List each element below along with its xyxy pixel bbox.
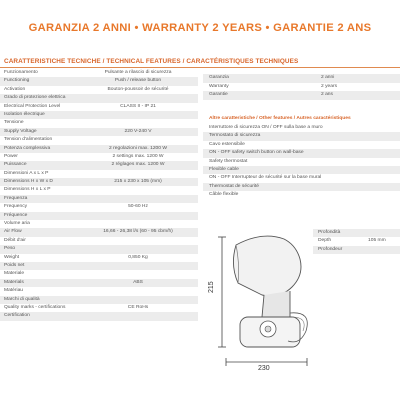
row-value: 0,850 Kg [128,254,148,260]
row-label: Quality marks - certifications [4,304,66,310]
row-value: ABS [133,279,143,285]
row-label: Tension d'alimentation [4,137,53,143]
table-row [0,195,198,203]
row-value: CE RoHs [127,304,149,310]
row-label: Frequenza [4,195,28,201]
table-row [0,287,198,295]
row-value: 2 settings max. 1200 W [112,153,164,159]
table-row [313,237,400,245]
table-row [0,77,198,85]
tech-features-table [0,69,198,321]
row-label: Dimensions H x W x D [4,179,53,185]
list-item: Thermostat de sécurité [203,183,400,191]
row-label: Fréquence [4,212,28,218]
table-row [203,83,400,92]
row-label: Matériau [4,288,24,294]
row-value: 50-60 Hz [128,204,148,210]
width-dimension-label: 230 [258,365,270,372]
row-label: Dimensioni A x L x P [4,170,49,176]
row-label: Warranty [209,83,229,89]
row-label: Air Flow [4,229,22,235]
row-value: Pulsante a rilascio di sicurezza [104,70,172,75]
table-row [313,246,400,254]
table-row [0,270,198,278]
list-item: Cavo estensibile [209,141,245,147]
table-row [0,145,198,153]
table-row [0,186,198,194]
table-row [0,203,198,211]
row-value: 220 V-240 V [124,128,152,134]
list-item: Flexible cable [203,166,400,174]
warranty-banner-text: GARANZIA 2 ANNI • WARRANTY 2 YEARS • GARANTIE 2 ANS [28,22,372,34]
row-label: Weight [4,254,20,260]
depth-table [313,229,400,254]
table-row [203,74,400,83]
row-value: Push / release button [114,78,162,84]
row-value: 2 ans [321,92,333,97]
row-label: Grado di protezione elettrica [4,95,66,101]
row-value: 2 anni [321,75,335,80]
row-value: 105 mm [368,238,386,244]
warranty-banner [0,0,400,55]
row-label: Power [4,153,18,159]
table-row [0,279,198,287]
table-row [0,312,198,320]
table-row [0,136,198,144]
row-value: 16,66 - 26,38 l/s (60 - 95 cbm/h) [103,229,173,235]
row-label: Poids net [4,262,25,268]
row-label: Profondeur [318,246,343,252]
row-label: Frequency [4,204,28,210]
table-row [0,128,198,136]
table-row [0,103,198,111]
table-row [0,212,198,220]
row-value: 2 regolazioni max. 1200 W [109,145,167,151]
row-label: Depth [318,238,332,244]
table-row [0,296,198,304]
row-label: Electrical Protection Level [4,103,61,109]
warranty-table [203,74,400,100]
other-features-list [203,124,400,200]
row-label: Materiale [4,271,25,277]
row-label: Profondità [318,230,341,235]
other-features-title: Altre caratteristiche / Other features / Autres caractéristiques [209,116,351,121]
row-label: Isolation électrique [4,111,45,117]
list-item: Interruttore di sicurezza ON / OFF sulla base a muro [209,125,323,130]
table-row [0,119,198,127]
row-label: Funzionamento [4,70,38,75]
list-item: ON - OFF safety switch button on wall-base [203,149,400,157]
table-row [0,178,198,186]
table-row [313,229,400,237]
table-row [0,245,198,253]
table-row [203,91,400,100]
table-row [0,220,198,228]
row-label: Garanzia [209,75,229,80]
list-item: ON - OFF Interrupteur de sécurité sur la base mural [209,175,322,181]
row-label: Puissance [4,162,27,168]
table-row [0,161,198,169]
row-label: Volume aria [4,221,30,227]
row-label: Materials [4,279,24,285]
table-row [0,262,198,270]
section-title: CARATTERISTICHE TECNICHE / TECHNICAL FEATURES / CARACTÉRISTIQUES TECHNIQUES [4,58,299,65]
row-value: 2 years [321,83,338,89]
row-label: Supply Voltage [4,128,37,134]
section-divider [0,67,400,68]
row-label: Tensione [4,120,24,126]
row-value: 2 réglages max. 1200 W [111,162,165,168]
list-item: Câble flexible [209,192,239,198]
list-item: Termostato di sicurezza [203,132,400,140]
table-row [0,153,198,161]
height-dimension-label: 215 [208,281,215,293]
row-value: Bouton-poussoir de sécurité [107,86,169,92]
table-row [0,69,198,77]
table-row [0,111,198,119]
row-label: Functioning [4,78,30,84]
table-row [0,254,198,262]
table-row [0,228,198,236]
row-label: Certification [4,313,30,319]
row-label: Peso [4,246,16,252]
row-label: Activation [4,86,26,92]
table-row [0,94,198,102]
table-row [0,170,198,178]
row-label: Garantie [209,92,228,97]
table-row [0,304,198,312]
row-label: Marchi di qualità [4,296,40,302]
table-row [0,237,198,245]
row-value: 215 x 230 x 105 (mm) [114,179,162,185]
row-label: Dimensions H x L x P [4,187,51,193]
row-label: Potenza complessiva [4,145,51,151]
list-item: Safety thermostat [209,158,248,164]
row-label: Débit d'air [4,237,26,243]
row-value: CLASS II - IP 21 [120,103,156,109]
table-row [0,86,198,94]
